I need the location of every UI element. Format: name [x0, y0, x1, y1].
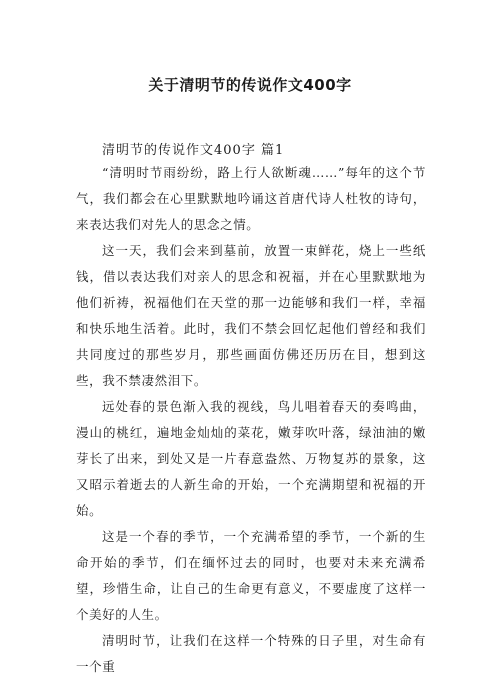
paragraph: 清明时节，让我们在这样一个特殊的日子里，对生命有一个重 [76, 633, 426, 674]
paragraph: “清明时节雨纷纷，路上行人欲断魂……”每年的这个节气，我们都会在心里默默地吟诵这首唐代诗人杜牧的诗句，来表达我们对先人的思念之情。 [76, 165, 426, 232]
paragraph: 这一天，我们会来到墓前，放置一束鲜花，烧上一些纸钱，借以表达我们对亲人的思念和祝福，并在心里默默地为他们祈祷，祝福他们在天堂的那一边能够和我们一样，幸福和快乐地生活着。此时，我们不禁会回忆起他们曾经和我们共同度过的那些岁月，那些画面仿佛还历历在目，想到这些，我不禁凄然泪下。 [76, 243, 426, 388]
paragraph: 这是一个春的季节，一个充满希望的季节，一个新的生命开始的季节，们在缅怀过去的同时，也要对未来充满希望，珍惜生命，让自己的生命更有意义，不要虚度了这样一个美好的人生。 [76, 529, 426, 622]
paragraph: 远处春的景色渐入我的视线，鸟儿唱着春天的奏鸣曲，漫山的桃红，遍地金灿灿的菜花，嫩芽吹叶落，绿油油的嫩芽长了出来，到处又是一片春意盎然、万物复苏的景象，这又昭示着逝去的人新生命的开始，一个充满期望和祝福的开始。 [76, 399, 426, 518]
document-title: 关于清明节的传说作文400字 [148, 76, 352, 94]
document-body [76, 160, 426, 680]
section-subtitle: 清明节的传说作文400字 篇1 [102, 143, 285, 158]
